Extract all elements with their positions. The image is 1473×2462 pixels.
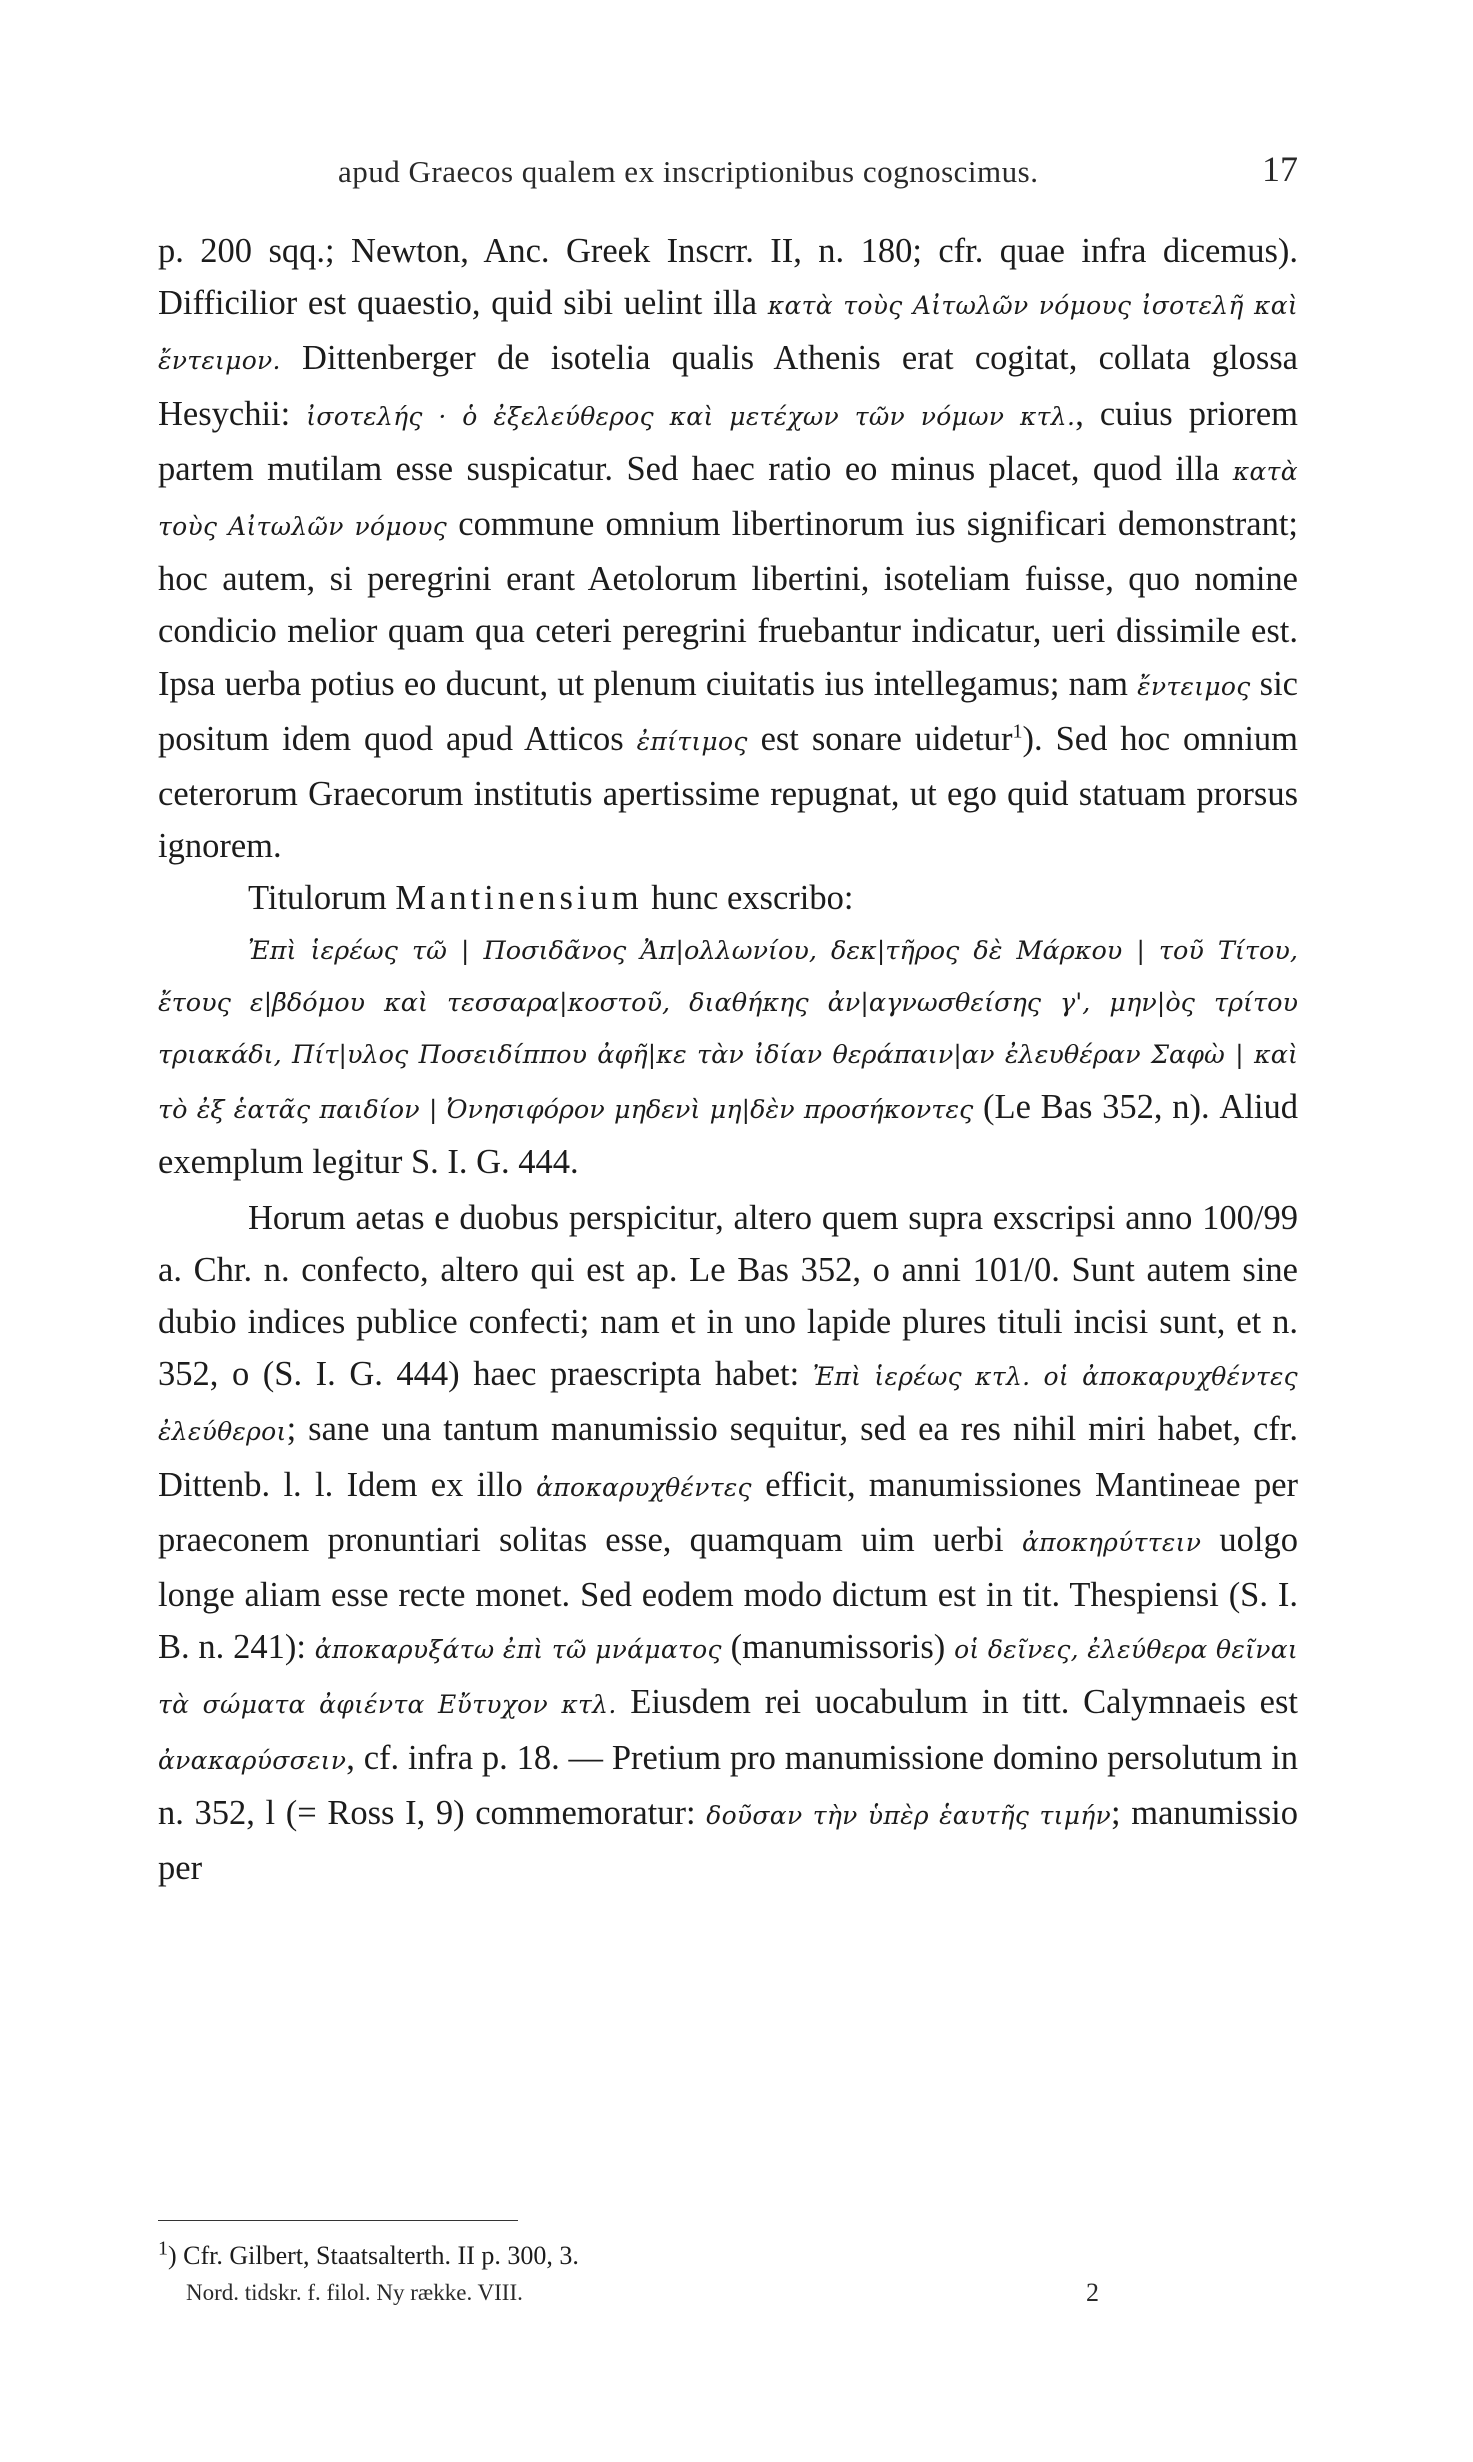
running-head bbox=[158, 148, 1298, 198]
greek-quote: κατὰ τοὺς Αἰτωλῶν νόμους bbox=[158, 456, 1298, 542]
paragraph-3 bbox=[158, 1192, 1298, 1895]
text-run: , cuius priorem partem mutilam esse suspicatur. Sed haec ratio eo minus placet, quod illa bbox=[158, 394, 1298, 488]
text-run: Eiusdem rei uocabulum in titt. Calymnaeis est bbox=[616, 1683, 1298, 1722]
inscription-text: Ἐπὶ ἱερέως τῶ | Ποσιδᾶνος Ἀπ|ολλωνίου, δεκ|τῆρος δὲ Μάρκου | τοῦ Τίτου, ἔτους ε|β̄δόμου καὶ τεσσαρα|κοστοῦ, διαθήκης ἀν|αγνωσθείσης γ', μην|ὸς τρίτου τριακάδι, Πίτ|υλος Ποσειδίππου ἀφῆ|κε τὰν ἰδίαν θεράπαιν|αν ἐλευθέραν Σαφὼ | καὶ τὸ ἐξ ἑατᾶς παιδίον | Ὀνησιφόρον μηδενὶ μη|δὲν προσήκοντες bbox=[158, 935, 1298, 1126]
page bbox=[158, 0, 1298, 2462]
text-run: efficit, manumissiones Mantineae per praeconem pronuntiari solitas esse, quamquam uim uerbi bbox=[158, 1465, 1298, 1559]
greek-quote: οἱ δεῖνες, ἐλεύθερα θεῖναι τὰ σώματα ἀφιέντα Εὔτυχον κτλ. bbox=[158, 1635, 1298, 1720]
text-run: (manumissoris) bbox=[721, 1628, 955, 1667]
text-run: ; sane una tantum manumissio sequitur, sed ea res nihil miri habet, cfr. Dittenb. l. l. Idem ex illo bbox=[158, 1410, 1298, 1504]
text-run: commune omnium libertinorum ius significari demonstrant; hoc autem, si peregrini erant Aetolorum libertini, isoteliam fuisse, quo nomine condicio melior quam qua ceteri peregrini fruebantur indicatur, ueri dissimile est. Ipsa uerba potius eo ducunt, ut plenum ciuitatis ius intellegamus; nam bbox=[158, 505, 1298, 703]
paragraph-2 bbox=[158, 872, 1298, 924]
text-run: Titulorum bbox=[248, 879, 396, 918]
greek-quote: ἰσοτελής · ὁ ἐξελεύθερος καὶ μετέχων τῶν νόμων κτλ. bbox=[306, 401, 1076, 431]
text-run: ; manumissio per bbox=[158, 1793, 1299, 1888]
footnote-mark: 1 bbox=[158, 2237, 168, 2260]
sheet-number: 2 bbox=[1086, 2278, 1099, 2307]
spaced-emphasis: Mantinensium bbox=[395, 879, 643, 918]
greek-quote: δοῦσαν τὴν ὑπὲρ ἑαυτῆς τιμήν bbox=[706, 1800, 1112, 1830]
page-number: 17 bbox=[1262, 149, 1298, 189]
text-run: ). Sed hoc omnium ceterorum Graecorum institutis apertissime repugnat, ut ego quid statuam prorsus ignorem. bbox=[158, 719, 1299, 866]
text-run: (Le Bas 352, n). Aliud exemplum legitur S. I. G. 444. bbox=[158, 1088, 1299, 1182]
footnote-text: ) Cfr. Gilbert, Staatsalterth. II p. 300, 3. bbox=[168, 2241, 579, 2270]
text-run: p. 200 sqq.; Newton, Anc. Greek Inscrr. II, n. 180; cfr. quae infra dicemus). Difficilior est quaestio, quid sibi uelint illa bbox=[158, 232, 1298, 323]
text-run: Dittenberger de isotelia qualis Athenis erat cogitat, collata glossa Hesychii: bbox=[158, 339, 1298, 433]
greek-quote: ἀποκαρυξάτω ἐπὶ τῶ μνάματος bbox=[314, 1635, 722, 1665]
greek-quote: Ἐπὶ ἱερέως κτλ. οἱ ἀποκαρυχθέντες ἐλεύθεροι bbox=[158, 1362, 1298, 1447]
greek-quote: ἀνακαρύσσειν bbox=[158, 1745, 347, 1775]
text-run: sic positum idem quod apud Atticos bbox=[158, 664, 1298, 758]
footnote-reference[interactable]: 1 bbox=[1012, 720, 1023, 743]
greek-quote: ἀποκαρυχθέντες bbox=[536, 1472, 752, 1502]
running-head-title: apud Graecos qualem ex inscriptionibus cognoscimus. bbox=[338, 154, 1039, 189]
main-text bbox=[158, 225, 1298, 1894]
footnote bbox=[158, 2236, 1298, 2276]
text-run: , cf. infra p. 18. — Pretium pro manumissione domino persolutum in n. 352, l (= Ross I, 9) commemoratur: bbox=[158, 1738, 1298, 1832]
greek-quote: ἔντειμος bbox=[1137, 671, 1251, 701]
printer-signature bbox=[186, 2276, 1298, 2310]
greek-quote: ἀποκηρύττειν bbox=[1021, 1527, 1202, 1557]
inscription-block bbox=[158, 925, 1298, 1192]
text-run: uolgo longe aliam esse recte monet. Sed eodem modo dictum est in tit. Thespiensi (S. I. B. n. 241): bbox=[158, 1520, 1299, 1667]
text-run: Horum aetas e duobus perspicitur, altero quem supra exscripsi anno 100/99 a. Chr. n. confecto, altero qui est ap. Le Bas 352, o anni 101/0. Sunt autem sine dubio indices publice confecti; nam et in uno lapide plures tituli incisi sunt, et n. 352, o (S. I. G. 444) haec praescripta habet: bbox=[158, 1198, 1298, 1394]
journal-signature: Nord. tidskr. f. filol. Ny række. VIII. bbox=[186, 2280, 523, 2305]
text-run: hunc exscribo: bbox=[642, 879, 854, 918]
footnote-divider bbox=[158, 2220, 518, 2221]
text-run: est sonare uidetur bbox=[747, 719, 1013, 758]
paragraph-1 bbox=[158, 225, 1298, 872]
greek-quote: ἐπίτιμος bbox=[636, 726, 748, 756]
greek-quote: κατὰ τοὺς Αἰτωλῶν νόμους ἰσοτελῆ καὶ ἔντειμον. bbox=[158, 291, 1298, 376]
